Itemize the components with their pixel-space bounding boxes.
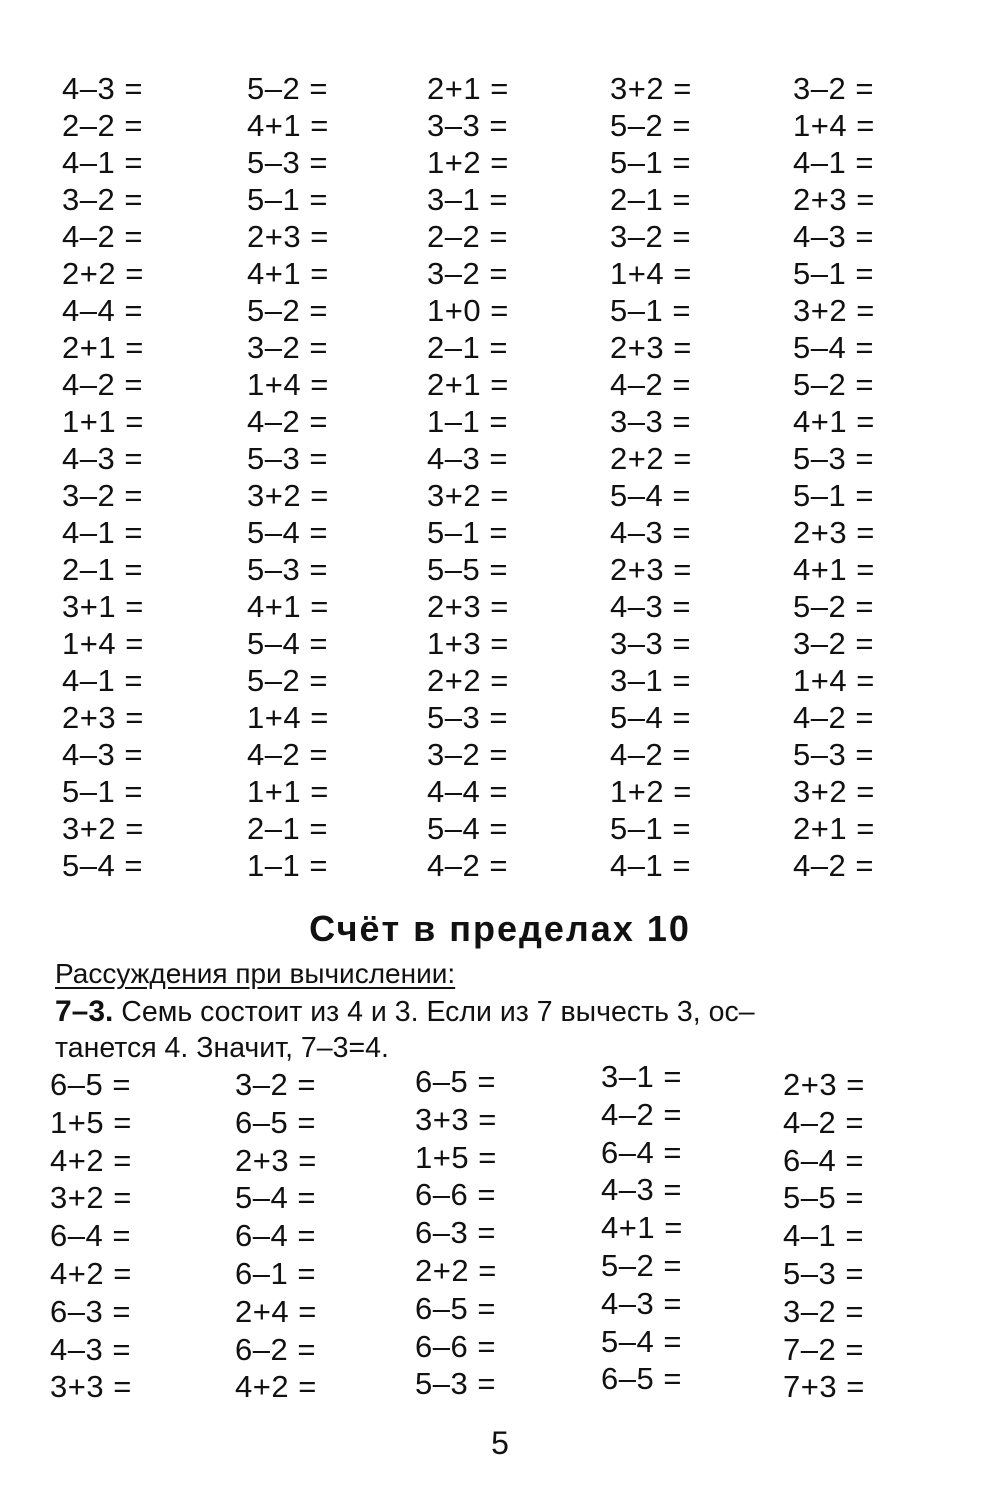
exercise: 5–4 = [793,330,874,365]
exercise: 5–2 = [601,1247,682,1283]
exercise: 4–3 = [601,1285,682,1321]
exercise: 2+3 = [610,552,692,587]
exercise: 1–1 = [247,848,328,883]
exercise: 3+3 = [50,1369,132,1405]
exercise: 4–2 = [793,848,874,883]
exercise: 1+1 = [62,404,144,439]
exercise: 4–3 = [62,441,143,476]
exercise: 4+2 = [50,1255,132,1291]
exercise: 6–6 = [415,1177,496,1213]
exercise: 2–2 = [427,219,508,254]
exercise: 4–3 = [50,1331,131,1367]
exercise: 6–4 = [235,1218,316,1254]
exercise: 4–2 = [62,219,143,254]
reasoning-example [55,994,945,1066]
exercise: 3–1 = [427,182,508,217]
exercise: 3–2 = [62,182,143,217]
example-text-line2: танется 4. Значит, 7–3=4. [55,1032,389,1064]
exercise: 5–1 = [62,774,143,809]
exercise: 1+4 = [610,256,692,291]
exercise: 2+3 = [793,182,875,217]
exercise: 4–4 = [62,293,143,328]
exercise: 5–5 = [427,552,508,587]
exercise: 7–2 = [783,1331,864,1367]
exercise: 4–3 = [601,1172,682,1208]
exercise: 1–1 = [427,404,508,439]
exercise: 4–3 = [62,71,143,106]
exercise: 4–1 = [783,1218,864,1254]
exercise: 6–5 = [50,1067,131,1102]
exercise: 3+2 = [62,811,144,846]
exercise: 6–5 = [235,1104,316,1140]
exercise: 3–2 = [793,626,874,661]
exercise: 4–2 = [793,700,874,735]
exercise: 5–1 = [427,515,508,550]
exercise: 6–5 = [415,1290,496,1326]
exercise: 5–2 = [793,589,874,624]
exercise: 6–2 = [235,1331,316,1367]
exercise: 4+2 = [50,1142,132,1178]
exercise: 4–2 = [783,1104,864,1140]
exercise: 4+1 = [793,552,875,587]
exercise: 5–3 = [793,441,874,476]
exercise: 5–2 = [610,108,691,143]
exercise: 3–2 = [427,737,508,772]
exercise: 5–4 = [247,626,328,661]
exercise: 7+3 = [783,1369,865,1405]
exercise: 2+3 = [783,1067,865,1102]
exercise: 3+3 = [415,1101,497,1137]
exercise: 2+2 = [610,441,692,476]
exercise: 4–1 = [793,145,874,180]
exercise: 4–3 = [793,219,874,254]
exercise: 5–3 = [427,700,508,735]
exercise: 1+5 = [50,1104,132,1140]
exercise: 5–5 = [783,1180,864,1216]
exercise: 6–5 = [601,1361,682,1397]
exercise-grid-upto-10 [50,1059,930,1406]
exercise: 5–1 = [610,293,691,328]
exercise: 5–1 = [610,145,691,180]
exercise: 2+2 = [427,663,509,698]
exercise: 2+1 = [427,367,509,402]
exercise: 5–1 = [793,478,874,513]
exercise: 2+1 = [793,811,875,846]
exercise: 2+1 = [427,71,509,106]
exercise: 5–1 = [610,811,691,846]
exercise: 3+2 = [793,293,875,328]
exercise: 4+1 = [247,256,329,291]
exercise: 3–2 = [783,1293,864,1329]
exercise: 3–3 = [610,626,691,661]
exercise: 6–3 = [50,1293,131,1329]
exercise: 6–4 = [601,1134,682,1170]
exercise: 5–1 = [247,182,328,217]
exercise: 2+3 = [62,700,144,735]
exercise: 2+4 = [235,1293,317,1329]
exercise: 3–2 = [610,219,691,254]
exercise: 4–1 = [610,848,691,883]
section-title: Счёт в пределах 10 [309,908,691,949]
exercise: 5–1 = [793,256,874,291]
exercise: 3–2 = [247,330,328,365]
page-number: 5 [491,1425,509,1461]
exercise: 5–3 = [247,441,328,476]
exercise: 5–2 = [247,71,328,106]
exercise: 6–5 = [415,1064,496,1099]
exercise: 3+2 = [427,478,509,513]
exercise: 2+3 = [247,219,329,254]
exercise: 5–2 = [793,367,874,402]
exercise: 2–1 = [62,552,143,587]
exercise: 2+1 = [62,330,144,365]
exercise: 5–4 = [62,848,143,883]
exercise: 3–1 = [601,1059,682,1094]
exercise: 3–3 = [610,404,691,439]
exercise: 4–1 = [62,515,143,550]
exercise: 5–4 = [610,700,691,735]
exercise: 4–3 = [610,589,691,624]
exercise: 5–4 = [235,1180,316,1216]
exercise: 3–1 = [610,663,691,698]
exercise: 1+4 = [247,367,329,402]
exercise: 4–2 = [247,737,328,772]
exercise: 3–2 = [235,1067,316,1102]
exercise: 5–3 = [247,552,328,587]
exercise: 2–1 = [247,811,328,846]
reasoning-heading: Рассуждения при вычислении: [55,958,456,989]
exercise: 4–3 = [427,441,508,476]
exercise: 4–4 = [427,774,508,809]
exercise: 1+3 = [427,626,509,661]
exercise: 5–3 = [247,145,328,180]
exercise: 2+3 = [610,330,692,365]
exercise: 3+2 = [610,71,692,106]
exercise: 4+1 = [601,1210,683,1246]
exercise: 4+2 = [235,1369,317,1405]
exercise: 2+3 = [427,589,509,624]
example-expression: 7–3. [55,995,114,1028]
exercise: 4+1 = [247,589,329,624]
exercise: 3+2 = [793,774,875,809]
exercise: 4–2 = [610,737,691,772]
exercise: 1+4 = [62,626,144,661]
exercise: 6–6 = [415,1328,496,1364]
exercise: 1+2 = [610,774,692,809]
exercise: 5–2 = [247,663,328,698]
exercise: 2–2 = [62,108,143,143]
exercise: 4–1 = [62,145,143,180]
exercise: 4+1 = [793,404,875,439]
exercise: 2+3 = [793,515,875,550]
exercise: 1+2 = [427,145,509,180]
exercise: 4–3 = [610,515,691,550]
exercise: 4–2 = [601,1096,682,1132]
exercise: 1+1 = [247,774,329,809]
exercise: 1+5 = [415,1139,497,1175]
exercise: 1+4 = [793,663,875,698]
exercise: 5–4 = [247,515,328,550]
exercise: 2–1 = [610,182,691,217]
exercise: 5–2 = [247,293,328,328]
exercise: 6–4 = [783,1142,864,1178]
exercise: 3+1 = [62,589,144,624]
exercise-grid-upto-5 [62,70,942,884]
exercise: 1+0 = [427,293,509,328]
exercise: 3+2 = [247,478,329,513]
exercise: 4+1 = [247,108,329,143]
exercise: 2+3 = [235,1142,317,1178]
exercise: 5–3 = [783,1255,864,1291]
exercise: 5–4 = [601,1323,682,1359]
exercise: 6–3 = [415,1215,496,1251]
exercise: 3–2 = [62,478,143,513]
exercise: 3+2 = [50,1180,132,1216]
exercise: 2+2 = [62,256,144,291]
exercise: 4–2 = [62,367,143,402]
exercise: 4–3 = [62,737,143,772]
exercise: 4–1 = [62,663,143,698]
exercise: 5–3 = [415,1366,496,1402]
exercise: 5–4 = [427,811,508,846]
exercise: 1+4 = [793,108,875,143]
exercise: 5–4 = [610,478,691,513]
exercise: 5–3 = [793,737,874,772]
exercise: 2+2 = [415,1252,497,1288]
exercise: 3–3 = [427,108,508,143]
exercise: 6–1 = [235,1255,316,1291]
exercise: 3–2 = [427,256,508,291]
exercise: 1+4 = [247,700,329,735]
exercise: 2–1 = [427,330,508,365]
exercise: 4–2 = [427,848,508,883]
example-text-line1: Семь состоит из 4 и 3. Если из 7 вычесть 3, ос– [113,996,755,1028]
exercise: 4–2 = [247,404,328,439]
exercise: 3–2 = [793,71,874,106]
exercise: 6–4 = [50,1218,131,1254]
exercise: 4–2 = [610,367,691,402]
